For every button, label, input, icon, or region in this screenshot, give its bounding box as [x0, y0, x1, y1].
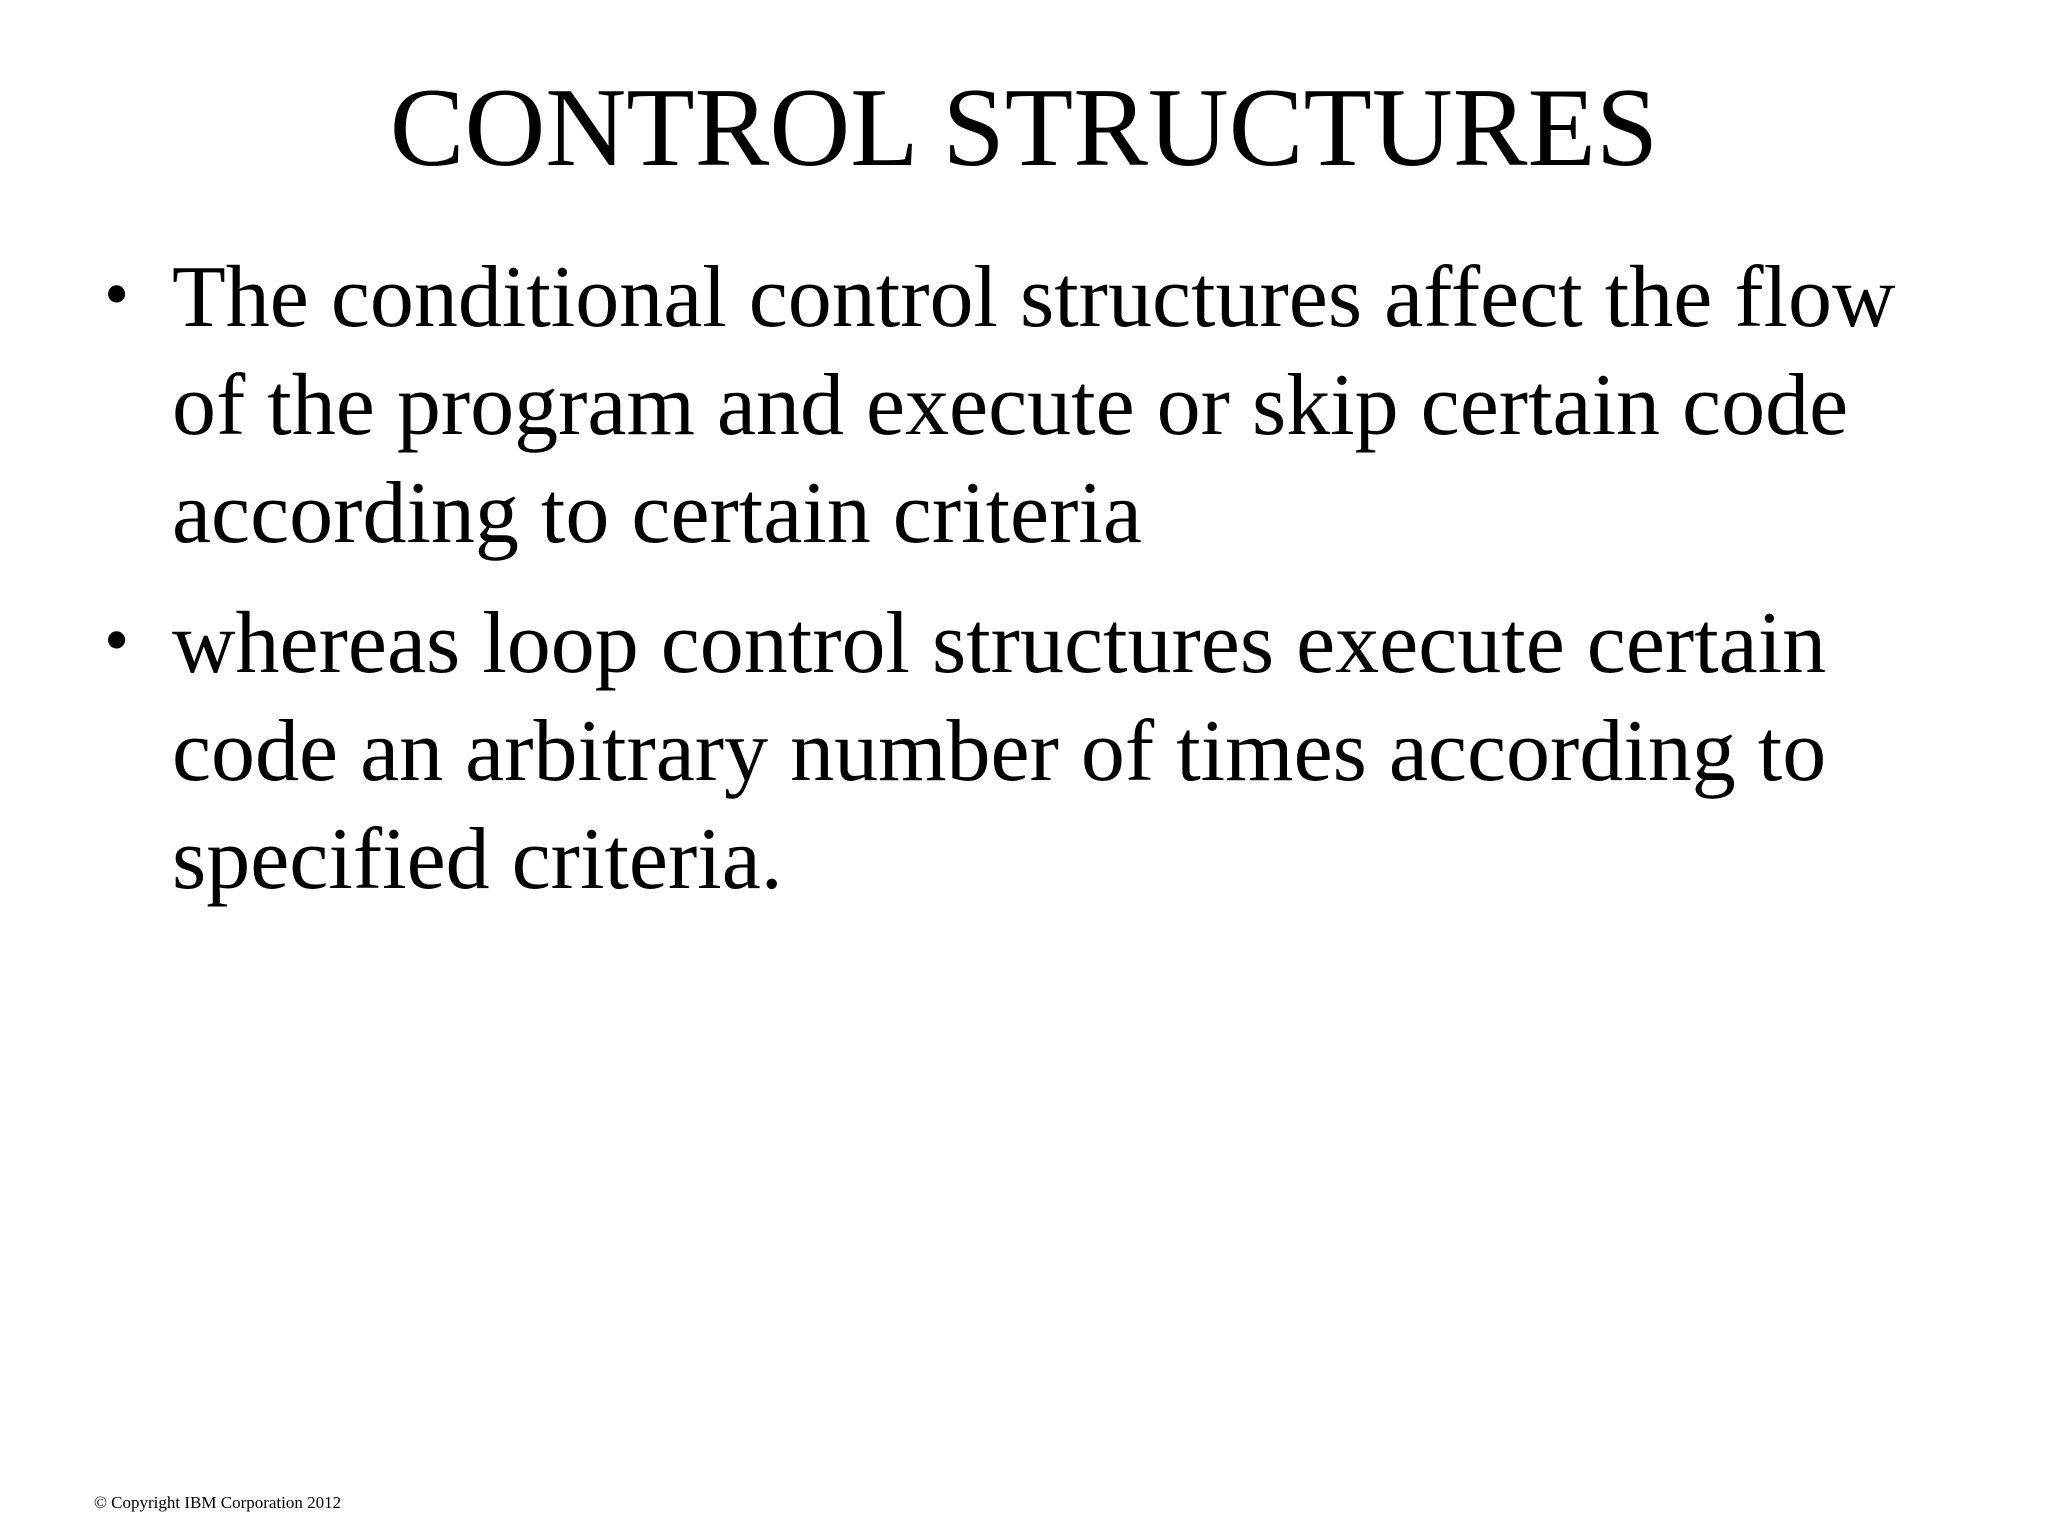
bullet-item-loop — [98, 590, 1988, 914]
bullet-icon: • — [104, 600, 130, 680]
copyright-footer: © Copyright IBM Corporation 2012 — [94, 1493, 342, 1512]
bullet-text: The conditional control structures affect the flow of the program and execute or skip certain code according to certain criteria — [172, 249, 1896, 562]
bullet-list — [98, 244, 1988, 936]
bullet-icon: • — [104, 254, 130, 334]
bullet-item-conditional — [98, 244, 1988, 568]
slide-title: CONTROL STRUCTURES — [389, 66, 1659, 190]
bullet-text: whereas loop control structures execute certain code an arbitrary number of times according to specified criteria. — [172, 595, 1827, 908]
